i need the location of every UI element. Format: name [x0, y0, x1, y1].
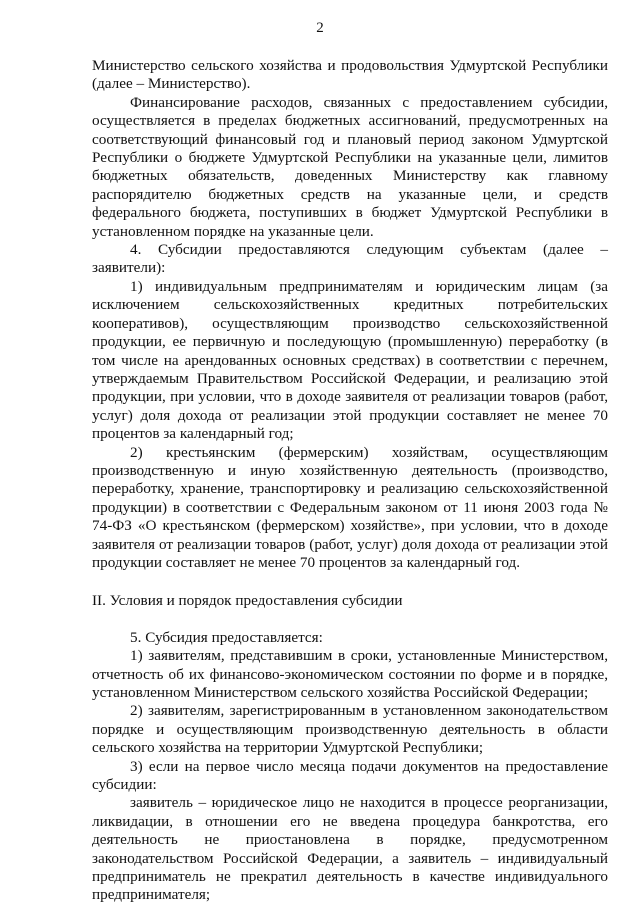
page-number: 2 [316, 20, 324, 36]
paragraph-item-5-3: 3) если на первое число месяца подачи документов на предоставление субсидии: [92, 757, 608, 794]
document-body [92, 57, 608, 905]
paragraph-item-4: 4. Субсидии предоставляются следующим субъектам (далее – заявители): [92, 241, 608, 277]
paragraph-financing: Финансирование расходов, связанных с предоставлением субсидии, осуществляется в пределах бюджетных ассигнований, предусмотренных на соответствующий финансовый год и плановый период законом Удмуртской Республики о бюджете Удмуртской Республики на указанные цели, лимитов бюджетных обязательств, доведенных Министерству как главному распорядителю бюджетных средств на указанные цели, и средств федерального бюджета, поступивших в бюджет Удмуртской Республики в установленном порядке на указанные цели. [92, 93, 608, 240]
paragraph-item-4-1: 1) индивидуальным предпринимателям и юридическим лицам (за исключением сельскохозяйственных кредитных потребительских кооперативов), осуществляющим производство сельскохозяйственной продукции, ее первичную и последующую (промышленную) переработку (в том числе на арендованных основных средствах) в соответствии с перечнем, утверждаемым Правительством Российской Федерации, и реализацию этой продукции, при условии, что в доходе заявителя от реализации товаров (работ, услуг) доля дохода от реализации этой продукции составляет не менее 70 процентов за календарный год; [92, 277, 608, 443]
paragraph-item-5-1: 1) заявителям, представившим в сроки, установленные Министерством, отчетность об их финансово-экономическом состоянии по форме и в порядке, установленном Министерством сельского хозяйства Российской Федерации; [92, 647, 608, 701]
paragraph-ministry-continuation: Министерство сельского хозяйства и продовольствия Удмуртской Республики (далее – Министерство). [92, 57, 608, 93]
paragraph-item-5-2: 2) заявителям, зарегистрированным в установленном законодательством порядке и осуществляющим производственную деятельность в области сельского хозяйства на территории Удмуртской Республики; [92, 702, 608, 757]
paragraph-item-5-3-condition: заявитель – юридическое лицо не находится в процессе реорганизации, ликвидации, в отношении его не введена процедура банкротства, его деятельность не приостановлена в порядке, предусмотренном законодательством Российской Федерации, а заявитель – индивидуальный предприниматель не прекратил деятельность в качестве индивидуального предпринимателя; [92, 794, 608, 904]
paragraph-item-4-2: 2) крестьянским (фермерским) хозяйствам, осуществляющим производственную и иную хозяйственную деятельность (производство, переработку, хранение, транспортировку и реализацию сельскохозяйственной продукции) в соответствии с Федеральным законом от 11 июня 2003 года № 74-ФЗ «О крестьянском (фермерском) хозяйстве», при условии, что в доходе заявителя от реализации товаров (работ, услуг) доля дохода от реализации этой продукции составляет не менее 70 процентов за календарный год. [92, 443, 608, 571]
paragraph-item-5: 5. Субсидия предоставляется: [130, 628, 323, 646]
section-heading: II. Условия и порядок предоставления субсидии [92, 592, 403, 610]
